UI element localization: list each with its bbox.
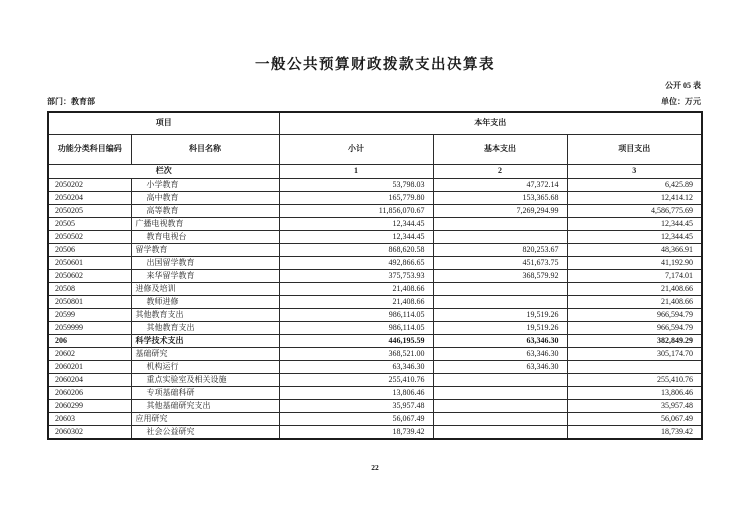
table-row xyxy=(48,217,702,230)
cell-code: 20508 xyxy=(48,282,131,295)
cell-basic: 451,673.75 xyxy=(433,256,567,269)
cell-subtotal: 986,114.05 xyxy=(279,321,433,334)
table-row xyxy=(48,178,702,191)
cell-subtotal: 53,798.03 xyxy=(279,178,433,191)
cell-code: 2050601 xyxy=(48,256,131,269)
table-row xyxy=(48,282,702,295)
table-row xyxy=(48,243,702,256)
cell-project: 305,174.70 xyxy=(567,347,702,360)
cell-name: 社会公益研究 xyxy=(131,425,279,439)
table-row xyxy=(48,321,702,334)
table-row xyxy=(48,425,702,439)
header-row-index-label: 栏次 xyxy=(48,164,279,178)
cell-code: 2060204 xyxy=(48,373,131,386)
cell-subtotal: 375,753.93 xyxy=(279,269,433,282)
cell-basic xyxy=(433,373,567,386)
table-row xyxy=(48,386,702,399)
cell-name: 科学技术支出 xyxy=(131,334,279,347)
cell-basic xyxy=(433,295,567,308)
table-row xyxy=(48,230,702,243)
cell-basic: 63,346.30 xyxy=(433,347,567,360)
cell-project: 4,586,775.69 xyxy=(567,204,702,217)
cell-name: 机构运行 xyxy=(131,360,279,373)
cell-code: 2050202 xyxy=(48,178,131,191)
table-code-label: 公开 05 表 xyxy=(665,81,701,90)
cell-subtotal: 255,410.76 xyxy=(279,373,433,386)
cell-subtotal: 368,521.00 xyxy=(279,347,433,360)
cell-project: 41,192.90 xyxy=(567,256,702,269)
table-row xyxy=(48,373,702,386)
header-col-basic: 基本支出 xyxy=(433,134,567,164)
header-item-group: 项目 xyxy=(48,112,279,134)
cell-name: 教育电视台 xyxy=(131,230,279,243)
cell-basic xyxy=(433,217,567,230)
cell-basic: 19,519.26 xyxy=(433,308,567,321)
cell-name: 小学教育 xyxy=(131,178,279,191)
cell-name: 专项基础科研 xyxy=(131,386,279,399)
table-row xyxy=(48,334,702,347)
table-row xyxy=(48,308,702,321)
header-col-index-1: 1 xyxy=(279,164,433,178)
header-col-project: 项目支出 xyxy=(567,134,702,164)
cell-code: 20599 xyxy=(48,308,131,321)
cell-name: 重点实验室及相关设施 xyxy=(131,373,279,386)
cell-name: 进修及培训 xyxy=(131,282,279,295)
cell-project: 56,067.49 xyxy=(567,412,702,425)
table-row xyxy=(48,256,702,269)
cell-code: 2060201 xyxy=(48,360,131,373)
cell-name: 其他教育支出 xyxy=(131,321,279,334)
cell-code: 20505 xyxy=(48,217,131,230)
table-row xyxy=(48,347,702,360)
cell-basic: 19,519.26 xyxy=(433,321,567,334)
table-row xyxy=(48,399,702,412)
department-label: 部门：教育部 xyxy=(47,97,95,106)
cell-project: 7,174.01 xyxy=(567,269,702,282)
cell-basic: 63,346.30 xyxy=(433,360,567,373)
cell-code: 20603 xyxy=(48,412,131,425)
cell-subtotal: 446,195.59 xyxy=(279,334,433,347)
cell-project: 21,408.66 xyxy=(567,282,702,295)
cell-code: 20506 xyxy=(48,243,131,256)
header-col-subtotal: 小计 xyxy=(279,134,433,164)
page-number: 22 xyxy=(371,463,379,472)
cell-code: 2050602 xyxy=(48,269,131,282)
cell-subtotal: 63,346.30 xyxy=(279,360,433,373)
cell-basic xyxy=(433,386,567,399)
cell-name: 出国留学教育 xyxy=(131,256,279,269)
cell-project: 255,410.76 xyxy=(567,373,702,386)
cell-subtotal: 56,067.49 xyxy=(279,412,433,425)
cell-name: 来华留学教育 xyxy=(131,269,279,282)
table-row xyxy=(48,412,702,425)
cell-name: 基础研究 xyxy=(131,347,279,360)
cell-project: 12,344.45 xyxy=(567,217,702,230)
cell-basic xyxy=(433,412,567,425)
header-columns-row xyxy=(48,134,702,164)
cell-code: 206 xyxy=(48,334,131,347)
cell-name: 高等教育 xyxy=(131,204,279,217)
cell-project: 18,739.42 xyxy=(567,425,702,439)
cell-project: 13,806.46 xyxy=(567,386,702,399)
header-col-name: 科目名称 xyxy=(131,134,279,164)
table-row xyxy=(48,295,702,308)
cell-name: 广播电视教育 xyxy=(131,217,279,230)
cell-code: 20602 xyxy=(48,347,131,360)
table-row xyxy=(48,191,702,204)
cell-name: 其他教育支出 xyxy=(131,308,279,321)
cell-project: 12,344.45 xyxy=(567,230,702,243)
cell-subtotal: 986,114.05 xyxy=(279,308,433,321)
cell-code: 2050502 xyxy=(48,230,131,243)
cell-project: 966,594.79 xyxy=(567,321,702,334)
cell-code: 2060206 xyxy=(48,386,131,399)
cell-project: 382,849.29 xyxy=(567,334,702,347)
cell-project: 6,425.89 xyxy=(567,178,702,191)
header-index-row xyxy=(48,164,702,178)
cell-basic: 153,365.68 xyxy=(433,191,567,204)
cell-subtotal: 11,856,070.67 xyxy=(279,204,433,217)
cell-project: 35,957.48 xyxy=(567,399,702,412)
cell-code: 2050801 xyxy=(48,295,131,308)
cell-project: 966,594.79 xyxy=(567,308,702,321)
cell-subtotal: 12,344.45 xyxy=(279,230,433,243)
cell-name: 留学教育 xyxy=(131,243,279,256)
cell-name: 应用研究 xyxy=(131,412,279,425)
cell-code: 2050204 xyxy=(48,191,131,204)
cell-project: 12,414.12 xyxy=(567,191,702,204)
header-col-code: 功能分类科目编码 xyxy=(48,134,131,164)
cell-basic: 820,253.67 xyxy=(433,243,567,256)
cell-subtotal: 492,866.65 xyxy=(279,256,433,269)
cell-subtotal: 12,344.45 xyxy=(279,217,433,230)
header-year-expense-group: 本年支出 xyxy=(279,112,702,134)
cell-name: 高中教育 xyxy=(131,191,279,204)
table-header xyxy=(48,112,702,178)
cell-subtotal: 13,806.46 xyxy=(279,386,433,399)
header-col-index-2: 2 xyxy=(433,164,567,178)
cell-subtotal: 868,620.58 xyxy=(279,243,433,256)
cell-basic xyxy=(433,399,567,412)
cell-project xyxy=(567,360,702,373)
unit-label: 单位：万元 xyxy=(661,97,701,106)
header-group-row xyxy=(48,112,702,134)
table-row xyxy=(48,269,702,282)
cell-code: 2050205 xyxy=(48,204,131,217)
cell-subtotal: 165,779.80 xyxy=(279,191,433,204)
cell-subtotal: 21,408.66 xyxy=(279,295,433,308)
cell-code: 2060302 xyxy=(48,425,131,439)
cell-basic: 63,346.30 xyxy=(433,334,567,347)
cell-basic: 368,579.92 xyxy=(433,269,567,282)
cell-code: 2060299 xyxy=(48,399,131,412)
cell-project: 48,366.91 xyxy=(567,243,702,256)
cell-basic: 47,372.14 xyxy=(433,178,567,191)
table-row xyxy=(48,204,702,217)
cell-basic xyxy=(433,230,567,243)
page-title: 一般公共预算财政拨款支出决算表 xyxy=(255,57,495,73)
header-col-index-3: 3 xyxy=(567,164,702,178)
cell-basic xyxy=(433,425,567,439)
cell-name: 其他基础研究支出 xyxy=(131,399,279,412)
cell-basic xyxy=(433,282,567,295)
cell-project: 21,408.66 xyxy=(567,295,702,308)
cell-basic: 7,269,294.99 xyxy=(433,204,567,217)
cell-name: 教师进修 xyxy=(131,295,279,308)
cell-subtotal: 21,408.66 xyxy=(279,282,433,295)
budget-expenditure-table xyxy=(47,111,703,440)
cell-subtotal: 18,739.42 xyxy=(279,425,433,439)
table-row xyxy=(48,360,702,373)
cell-code: 2059999 xyxy=(48,321,131,334)
cell-subtotal: 35,957.48 xyxy=(279,399,433,412)
table-body xyxy=(48,178,702,439)
